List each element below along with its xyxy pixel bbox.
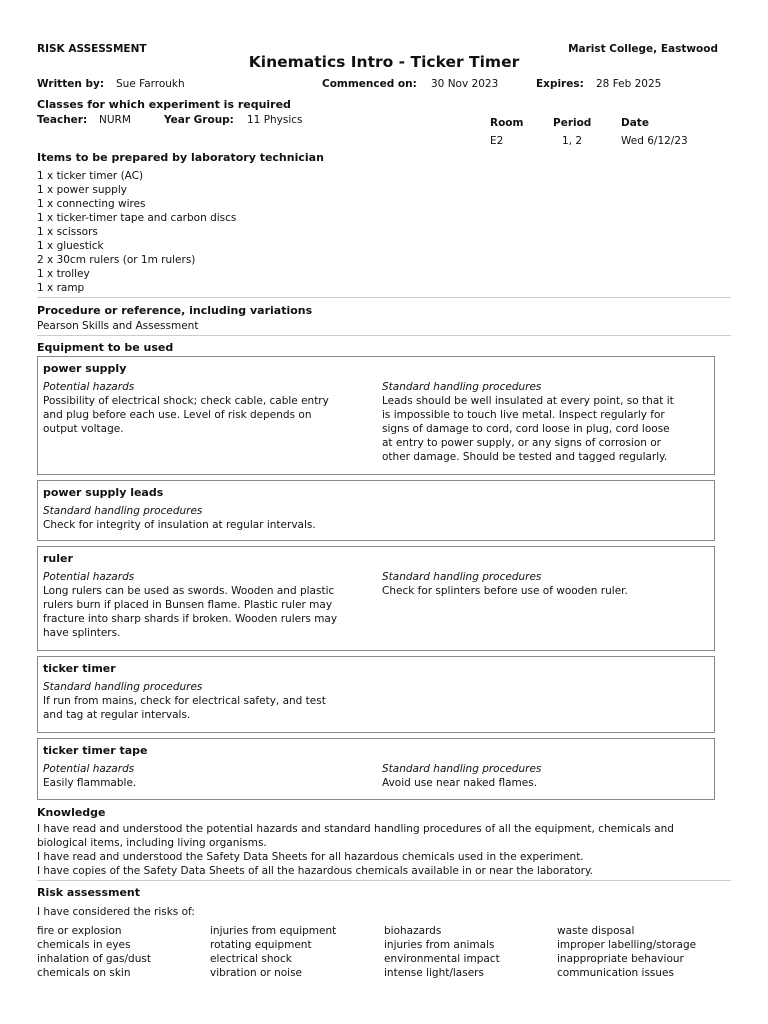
hazard-line: Possibility of electrical shock; check cable, cable entry xyxy=(43,395,329,407)
knowledge-line: I have read and understood the potential hazards and standard handling procedures of all the equipment, chemicals and xyxy=(37,823,674,835)
knowledge-line: biological items, including living organisms. xyxy=(37,837,267,849)
hazards-label: Potential hazards xyxy=(43,763,135,775)
knowledge-title: Knowledge xyxy=(37,806,106,819)
equipment-card-ruler xyxy=(37,546,715,651)
handling-line: signs of damage to cord, cord loose in plug, cord loose xyxy=(382,423,670,435)
handling-line: Check for integrity of insulation at regular intervals. xyxy=(43,519,316,531)
list-item: 1 x ticker-timer tape and carbon discs xyxy=(37,212,237,224)
commenced-label: Commenced on: xyxy=(322,78,417,90)
hazards-column xyxy=(43,762,368,790)
risk-item: vibration or noise xyxy=(210,967,303,979)
equipment-name: ruler xyxy=(43,552,73,565)
risk-column xyxy=(210,924,380,980)
handling-column xyxy=(43,504,643,532)
classes-title: Classes for which experiment is required xyxy=(37,98,291,111)
doc-type-label: RISK ASSESSMENT xyxy=(37,43,147,55)
divider xyxy=(37,335,731,336)
items-title: Items to be prepared by laboratory technician xyxy=(37,151,324,164)
handling-line: Check for splinters before use of wooden ruler. xyxy=(382,585,628,597)
commenced-value: 30 Nov 2023 xyxy=(431,78,499,90)
hazards-column xyxy=(43,570,368,640)
risk-intro: I have considered the risks of: xyxy=(37,906,195,918)
list-item: 1 x connecting wires xyxy=(37,198,146,210)
divider xyxy=(37,880,731,881)
divider xyxy=(37,297,731,298)
handling-label: Standard handling procedures xyxy=(43,505,203,517)
risk-item: communication issues xyxy=(557,967,674,979)
teacher-row xyxy=(37,113,87,127)
risk-item: biohazards xyxy=(384,925,442,937)
handling-label: Standard handling procedures xyxy=(382,571,542,583)
risk-item: electrical shock xyxy=(210,953,292,965)
equipment-name: ticker timer tape xyxy=(43,744,148,757)
equipment-name: power supply leads xyxy=(43,486,164,499)
equipment-card-power-supply xyxy=(37,356,715,475)
risk-item: inhalation of gas/dust xyxy=(37,953,151,965)
school-name: Marist College, Eastwood xyxy=(568,43,718,55)
equipment-name: ticker timer xyxy=(43,662,116,675)
equipment-name: power supply xyxy=(43,362,127,375)
date-header: Date xyxy=(621,117,649,129)
knowledge-text xyxy=(37,822,737,878)
period-value: 1, 2 xyxy=(562,135,583,147)
risk-item: improper labelling/storage xyxy=(557,939,697,951)
hazard-line: have splinters. xyxy=(43,627,121,639)
hazard-line: fracture into sharp shards if broken. Wooden rulers may xyxy=(43,613,338,625)
risk-column xyxy=(37,924,207,980)
risk-column xyxy=(384,924,554,980)
handling-line: and tag at regular intervals. xyxy=(43,709,191,721)
list-item: 1 x trolley xyxy=(37,268,90,280)
risk-item: injuries from animals xyxy=(384,939,495,951)
date-value: Wed 6/12/23 xyxy=(621,135,688,147)
equipment-card-power-supply-leads xyxy=(37,480,715,541)
list-item: 2 x 30cm rulers (or 1m rulers) xyxy=(37,254,196,266)
meta-row xyxy=(37,77,717,91)
handling-line: other damage. Should be tested and tagged regularly. xyxy=(382,451,668,463)
handling-line: If run from mains, check for electrical safety, and test xyxy=(43,695,326,707)
handling-line: Leads should be well insulated at every point, so that it xyxy=(382,395,674,407)
risk-item: chemicals on skin xyxy=(37,967,131,979)
equipment-title: Equipment to be used xyxy=(37,341,174,354)
room-value: E2 xyxy=(490,135,504,147)
list-item: 1 x gluestick xyxy=(37,240,104,252)
period-header: Period xyxy=(553,117,592,129)
expires-value: 28 Feb 2025 xyxy=(596,78,662,90)
risk-item: environmental impact xyxy=(384,953,500,965)
handling-label: Standard handling procedures xyxy=(382,763,542,775)
hazards-label: Potential hazards xyxy=(43,381,135,393)
list-item: 1 x ramp xyxy=(37,282,85,294)
list-item: 1 x scissors xyxy=(37,226,98,238)
hazard-line: rulers burn if placed in Bunsen flame. Plastic ruler may xyxy=(43,599,333,611)
hazard-line: Easily flammable. xyxy=(43,777,137,789)
risk-column xyxy=(557,924,727,980)
procedure-text: Pearson Skills and Assessment xyxy=(37,320,199,332)
risk-item: inappropriate behaviour xyxy=(557,953,684,965)
knowledge-line: I have read and understood the Safety Data Sheets for all hazardous chemicals used in the experiment. xyxy=(37,851,584,863)
year-value: 11 Physics xyxy=(247,114,303,126)
hazards-label: Potential hazards xyxy=(43,571,135,583)
knowledge-line: I have copies of the Safety Data Sheets of all the hazardous chemicals available in or near the laboratory. xyxy=(37,865,594,877)
teacher-value: NURM xyxy=(99,114,131,126)
handling-column xyxy=(382,570,707,598)
written-by-value: Sue Farroukh xyxy=(116,78,185,90)
equipment-card-ticker-timer-tape xyxy=(37,738,715,800)
hazards-column xyxy=(43,380,368,436)
handling-label: Standard handling procedures xyxy=(43,681,203,693)
risk-item: injuries from equipment xyxy=(210,925,337,937)
expires-label: Expires: xyxy=(536,78,584,90)
equipment-card-ticker-timer xyxy=(37,656,715,733)
list-item: 1 x power supply xyxy=(37,184,127,196)
risk-item: chemicals in eyes xyxy=(37,939,131,951)
handling-column xyxy=(382,762,707,790)
schedule-table xyxy=(490,114,710,154)
risk-item: rotating equipment xyxy=(210,939,312,951)
procedure-title: Procedure or reference, including variations xyxy=(37,304,313,317)
teacher-label: Teacher: xyxy=(37,114,88,126)
risk-item: waste disposal xyxy=(557,925,635,937)
hazard-line: and plug before each use. Level of risk depends on xyxy=(43,409,312,421)
handling-label: Standard handling procedures xyxy=(382,381,542,393)
handling-line: at entry to power supply, or any signs of corrosion or xyxy=(382,437,661,449)
hazard-line: Long rulers can be used as swords. Wooden and plastic xyxy=(43,585,335,597)
list-item: 1 x ticker timer (AC) xyxy=(37,170,144,182)
room-header: Room xyxy=(490,117,524,129)
items-list xyxy=(37,169,236,295)
risk-item: intense light/lasers xyxy=(384,967,484,979)
risk-item: fire or explosion xyxy=(37,925,122,937)
handling-column xyxy=(382,380,707,464)
handling-line: is impossible to touch live metal. Inspect regularly for xyxy=(382,409,665,421)
handling-column xyxy=(43,680,368,722)
page-title: Kinematics Intro - Ticker Timer xyxy=(248,53,520,71)
written-by-label: Written by: xyxy=(37,78,105,90)
hazard-line: output voltage. xyxy=(43,423,124,435)
risk-title: Risk assessment xyxy=(37,886,141,899)
year-label: Year Group: xyxy=(164,114,234,126)
handling-line: Avoid use near naked flames. xyxy=(382,777,538,789)
